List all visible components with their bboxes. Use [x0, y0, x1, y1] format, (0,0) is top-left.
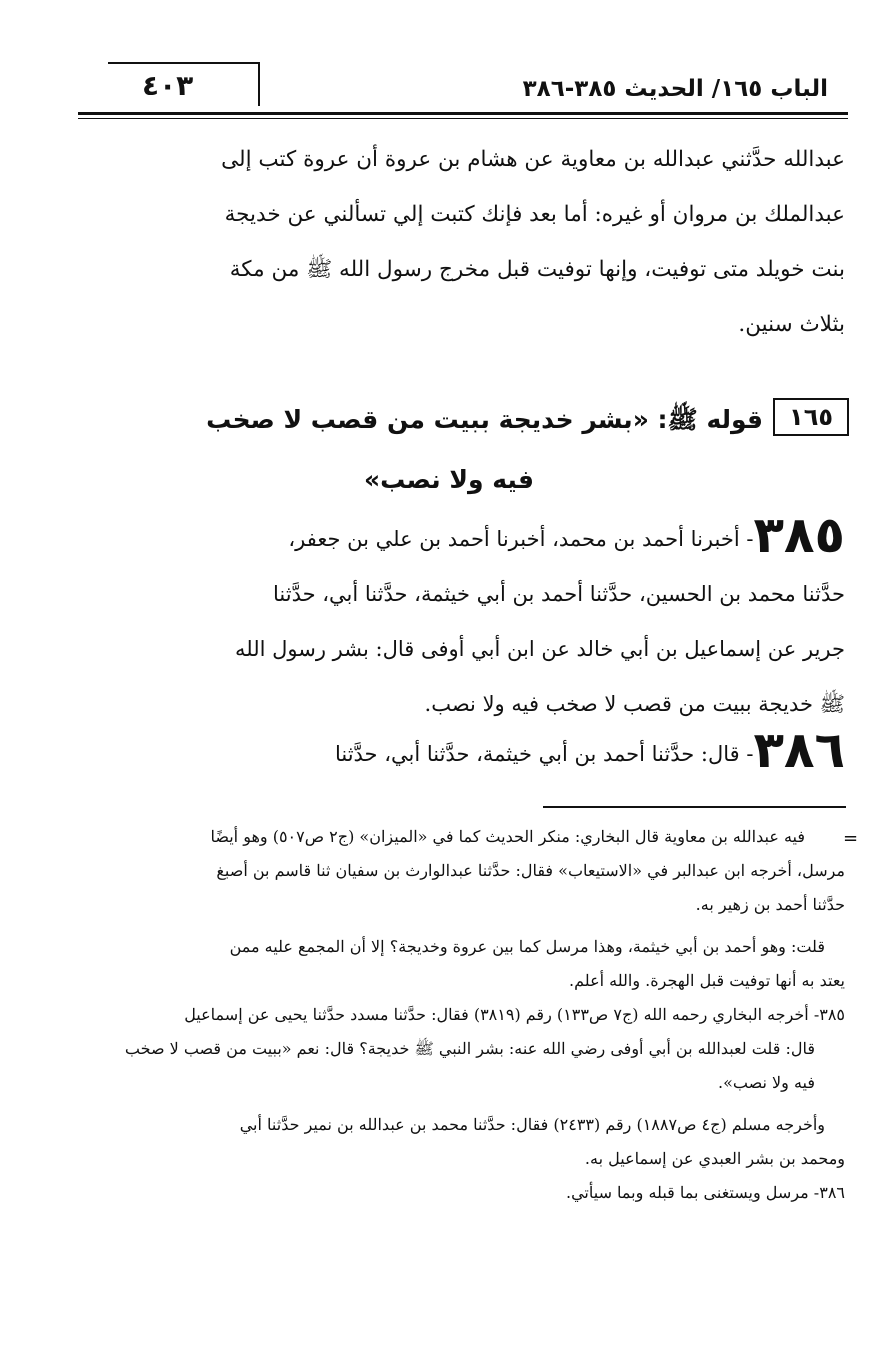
hadith-385	[75, 512, 845, 782]
text-line	[75, 512, 845, 567]
chapter-title-line2: فيه ولا نصب»	[364, 465, 534, 494]
footnote-line: ومحمد بن بشر العبدي عن إسماعيل به.	[584, 1149, 845, 1168]
footnotes	[75, 820, 845, 1210]
footnote-line: مرسل، أخرجه ابن عبدالبر في «الاستيعاب» فقال: حدَّثنا عبدالوارث بن سفيان ثنا قاسم بن أصبغ	[216, 861, 845, 880]
intro-paragraph	[75, 132, 845, 352]
page-header	[78, 62, 848, 112]
header-rule-thin	[78, 118, 848, 119]
text-line: بنت خويلد متى توفيت، وإنها توفيت قبل مخرج رسول الله ﷺ من مكة	[229, 257, 845, 282]
header-rule	[78, 112, 848, 115]
footnote-line: قال: قلت لعبدالله بن أبي أوفى رضي الله عنه: بشر النبي ﷺ خديجة؟ قال: نعم «ببيت من قصب لا صخب	[124, 1039, 815, 1058]
hadith-number: ٣٨٥	[753, 512, 845, 564]
footnote-line: ٣٨٦- مرسل ويستغنى بما قبله وبما سيأتي.	[565, 1183, 845, 1202]
text-line: ﷺ خديجة ببيت من قصب لا صخب فيه ولا نصب.	[424, 692, 845, 716]
page-number-frame	[108, 62, 260, 106]
footnote-line: فيه عبدالله بن معاوية قال البخاري: منكر الحديث كما في «الميزان» (ج٢ ص٥٠٧) وهو أيضًا	[210, 827, 805, 846]
chapter-title-line1: قوله ﷺ: «بشر خديجة ببيت من قصب لا صخب	[206, 405, 764, 434]
footnote-line: قلت: وهو أحمد بن أبي خيثمة، وهذا مرسل كما بين عروة وخديجة؟ إلا أن المجمع عليه ممن	[229, 937, 825, 956]
footnote-separator	[543, 806, 846, 808]
footnote-line: وأخرجه مسلم (ج٤ ص١٨٨٧) رقم (٢٤٣٣) فقال: حدَّثنا محمد بن عبدالله بن نمير حدَّثنا أبي	[239, 1115, 825, 1134]
hadith-text: - قال: حدَّثنا أحمد بن أبي خيثمة، حدَّثنا أبي، حدَّثنا	[334, 742, 754, 766]
text-line: عبدالله حدَّثني عبدالله بن معاوية عن هشام بن عروة أن عروة كتب إلى	[221, 147, 845, 172]
text-line: حدَّثنا محمد بن الحسين، حدَّثنا أحمد بن أبي خيثمة، حدَّثنا أبي، حدَّثنا	[273, 582, 845, 606]
text-line: بثلاث سنين.	[738, 312, 845, 337]
running-title: الباب ١٦٥/ الحديث ٣٨٥-٣٨٦	[522, 76, 828, 102]
text-line: عبدالملك بن مروان أو غيره: أما بعد فإنك كتبت إلي تسألني عن خديجة	[224, 202, 845, 227]
footnote-line: فيه ولا نصب».	[718, 1073, 815, 1092]
hadith-text: - أخبرنا أحمد بن محمد، أخبرنا أحمد بن علي بن جعفر،	[288, 527, 754, 551]
chapter-number: ١٦٥	[773, 398, 849, 436]
footnote-line: يعتد به أنها توفيت قبل الهجرة. والله أعلم.	[569, 971, 845, 990]
page-number: ٤٠٣	[142, 69, 194, 102]
chapter-heading	[69, 390, 849, 510]
footnote-gap	[75, 922, 845, 930]
footnote-continuation-mark: =	[843, 828, 859, 849]
hadith-number: ٣٨٦	[753, 727, 845, 779]
text-line	[75, 727, 845, 782]
footnote-gap	[75, 1100, 845, 1108]
text-line: جرير عن إسماعيل بن أبي خالد عن ابن أبي أوفى قال: بشر رسول الله	[235, 637, 845, 661]
footnote-line: حدَّثنا أحمد بن زهير به.	[695, 895, 845, 914]
footnote-line: ٣٨٥- أخرجه البخاري رحمه الله (ج٧ ص١٣٣) رقم (٣٨١٩) فقال: حدَّثنا مسدد حدَّثنا يحيى عن إسماعيل	[184, 1005, 845, 1024]
